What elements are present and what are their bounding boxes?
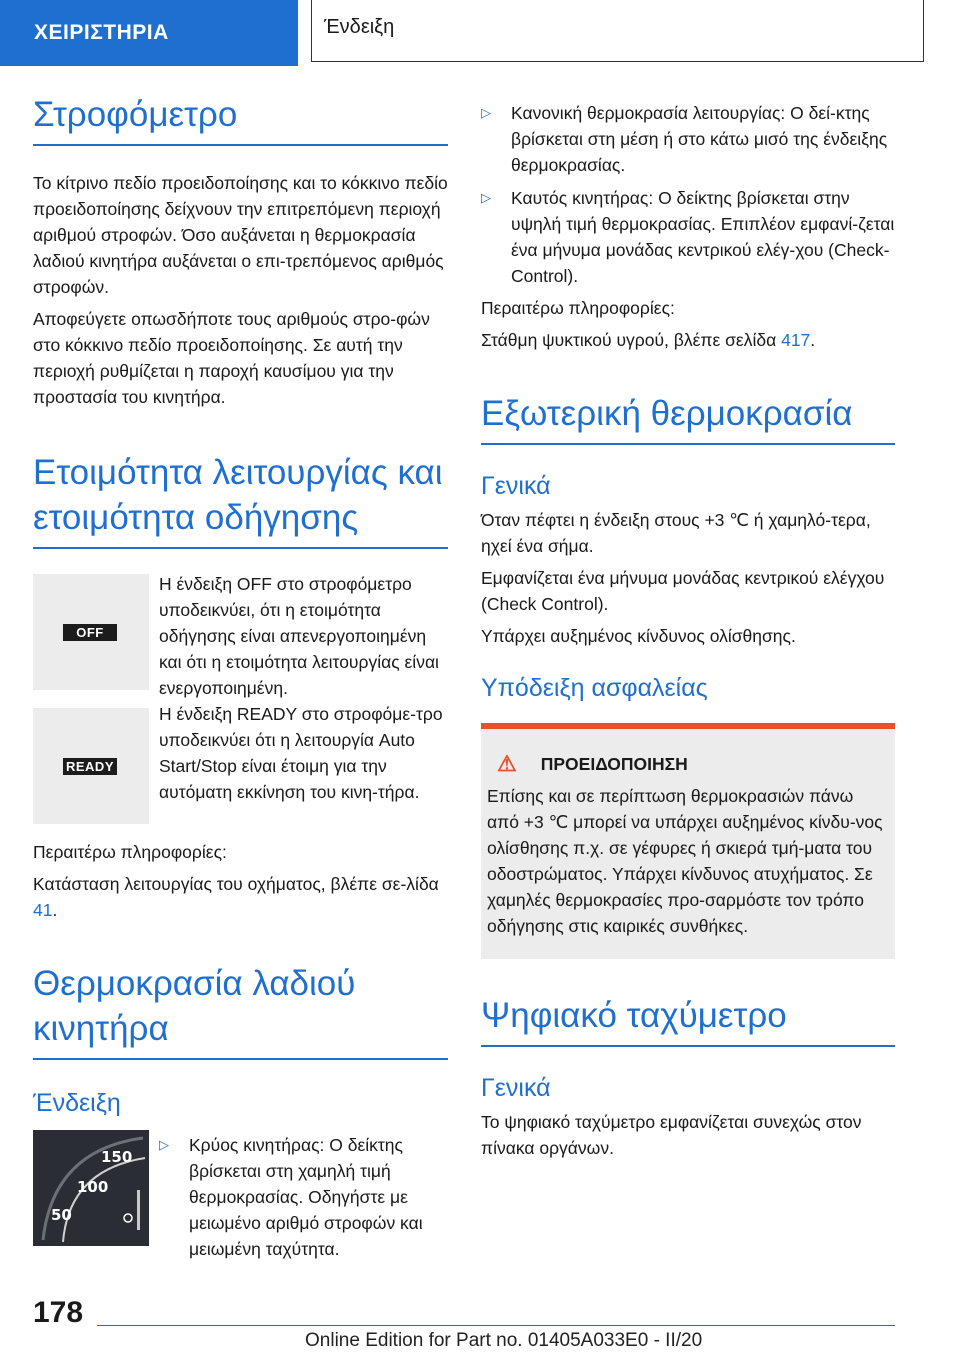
coolant-text: Στάθμη ψυκτικού υγρού, βλέπε σελίδα	[481, 330, 782, 350]
gauge-bar	[137, 1190, 140, 1230]
warning-title: ΠΡΟΕΙΔΟΠΟΙΗΣΗ	[540, 753, 688, 774]
topic-tab[interactable]: Ένδειξη	[311, 0, 924, 62]
tachometer-paragraph-2: Αποφεύγετε οπωσδήποτε τους αριθμούς στρο-φών στο κόκκινο πεδίο προειδοποίησης. Σε αυτή την περιοχή ρυθμίζεται η παροχή καυσίμου για την προστασία του κινητήρα.	[33, 309, 430, 407]
gauge-label-150: 150	[101, 1148, 133, 1166]
coolant-ref: Στάθμη ψυκτικού υγρού, βλέπε σελίδα 417.	[481, 330, 816, 350]
triangle-bullet-icon: ▷	[481, 190, 491, 205]
oil-gauge-image	[33, 1130, 149, 1246]
gauge-label-50: 50	[51, 1206, 72, 1224]
normal-temp-text: Κανονική θερμοκρασία λειτουργίας: Ο δεί-κτης βρίσκεται στη μέση ή στο κάτω μισό της ένδειξης θερμοκρασίας.	[511, 103, 888, 175]
speedometer-text: Το ψηφιακό ταχύμετρο εμφανίζεται συνεχώς στον πίνακα οργάνων.	[481, 1112, 862, 1158]
warning-text: Επίσης και σε περίπτωση θερμοκρασιών πάνω από +3 ℃ μπορεί να υπάρχει αυξημένος κίνδυ-νος ολίσθησης π.χ. σε γέφυρες ή σκιερά τμή-ματα του οδοστρώματος. Υπάρχει κίνδυνος ατυχήματος. Σε χαμηλές θερμοκρασίες προ-σαρμόστε τον τρόπο οδήγησης στις καιρικές συνθήκες.	[487, 786, 883, 936]
oil-temperature-heading: Θερμοκρασία λαδιού κινητήρα	[33, 961, 448, 1060]
general-subheading-2: Γενικά	[481, 1074, 551, 1102]
gauge-label-100: 100	[77, 1178, 109, 1196]
page-number: 178	[33, 1296, 84, 1329]
vehicle-state-page-link[interactable]: 41	[33, 900, 53, 920]
off-indicator-block	[33, 571, 448, 698]
oil-display-subheading: Ένδειξη	[33, 1089, 121, 1117]
more-info-label: Περαιτέρω πληροφορίες:	[481, 298, 675, 318]
vehicle-state-text: Κατάσταση λειτουργίας του οχήματος, βλέπε σε-λίδα	[33, 874, 439, 894]
off-badge: OFF	[63, 624, 117, 641]
section-tab[interactable]: ΧΕΙΡΙΣΤΗΡΙΑ	[0, 0, 298, 66]
triangle-bullet-icon: ▷	[159, 1137, 169, 1152]
footer-divider	[97, 1325, 895, 1326]
ready-indicator-block	[33, 701, 448, 839]
triangle-bullet-icon: ▷	[481, 105, 491, 120]
cold-engine-text: Κρύος κινητήρας: Ο δείκτης βρίσκεται στη χαμηλή τιμή θερμοκρασίας. Οδηγήστε με μειωμένο αριθμό στροφών και μειωμένη ταχύτητα.	[189, 1135, 423, 1259]
off-indicator-text: Η ένδειξη OFF στο στροφόμετρο υποδεικνύει, ότι η ετοιμότητα οδήγησης είναι απενεργοποιημένη και ότι η ετοιμότητα λειτουργίας είναι ενεργοποιημένη.	[159, 574, 439, 698]
cold-engine-bullet	[159, 1132, 451, 1262]
vehicle-state-ref: Κατάσταση λειτουργίας του οχήματος, βλέπε σε-λίδα 41.	[33, 874, 439, 920]
right-column	[481, 100, 895, 1161]
off-indicator-image	[33, 574, 149, 690]
warning-box	[481, 723, 895, 959]
ready-indicator-image	[33, 708, 149, 824]
outside-temp-paragraph-2: Εμφανίζεται ένα μήνυμα μονάδας κεντρικού ελέγχου (Check Control).	[481, 568, 885, 614]
more-info-label: Περαιτέρω πληροφορίες:	[33, 842, 227, 862]
general-subheading: Γενικά	[481, 472, 551, 500]
readiness-heading: Ετοιμότητα λειτουργίας και ετοιμότητα οδήγησης	[33, 450, 448, 549]
outside-temperature-heading: Εξωτερική θερμοκρασία	[481, 391, 895, 445]
hot-engine-text: Καυτός κινητήρας: Ο δείκτης βρίσκεται στην υψηλή τιμή θερμοκρασίας. Επιπλέον εμφανί-ζεται ένα μήνυμα μονάδας κεντρικού ελέγ-χου (Check-Control).	[511, 188, 895, 286]
page-header	[0, 0, 960, 66]
tachometer-paragraph-1: Το κίτρινο πεδίο προειδοποίησης και το κόκκινο πεδίο προειδοποίησης δείχνουν την επιτρεπόμενη περιοχή αριθμού στροφών. Όσο αυξάνεται η θερμοκρασία λαδιού κινητήρα αυξάνεται ο επι-τρεπόμενος αριθμός στροφών.	[33, 173, 448, 297]
warning-triangle-icon: ⚠	[497, 751, 517, 776]
tachometer-heading: Στροφόμετρο	[33, 92, 448, 146]
oil-gauge-graphic	[33, 1130, 149, 1246]
ready-badge: READY	[63, 758, 117, 775]
edition-text: Online Edition for Part no. 01405A033E0 - II/20	[305, 1330, 703, 1351]
left-column	[33, 92, 448, 1259]
ready-indicator-text: Η ένδειξη READY στο στροφόμε-τρο υποδεικνύει ότι η λειτουργία Auto Start/Stop είναι έτοιμη για την αυτόματη εκκίνηση του κινη-τήρα.	[159, 704, 443, 802]
cold-engine-block	[33, 1130, 448, 1259]
gauge-inner-arc	[63, 1158, 145, 1242]
coolant-page-link[interactable]: 417	[781, 330, 811, 350]
oil-can-icon	[124, 1214, 132, 1222]
outside-temp-paragraph-3: Υπάρχει αυξημένος κίνδυνος ολίσθησης.	[481, 626, 796, 646]
outside-temp-paragraph-1: Όταν πέφτει η ένδειξη στους +3 ℃ ή χαμηλό-τερα, ηχεί ένα σήμα.	[481, 510, 871, 556]
safety-note-heading: Υπόδειξη ασφαλείας	[481, 674, 708, 702]
hot-engine-bullet	[481, 185, 895, 289]
warning-header	[497, 751, 885, 777]
digital-speedometer-heading: Ψηφιακό ταχύμετρο	[481, 993, 895, 1047]
normal-temp-bullet	[481, 100, 895, 178]
